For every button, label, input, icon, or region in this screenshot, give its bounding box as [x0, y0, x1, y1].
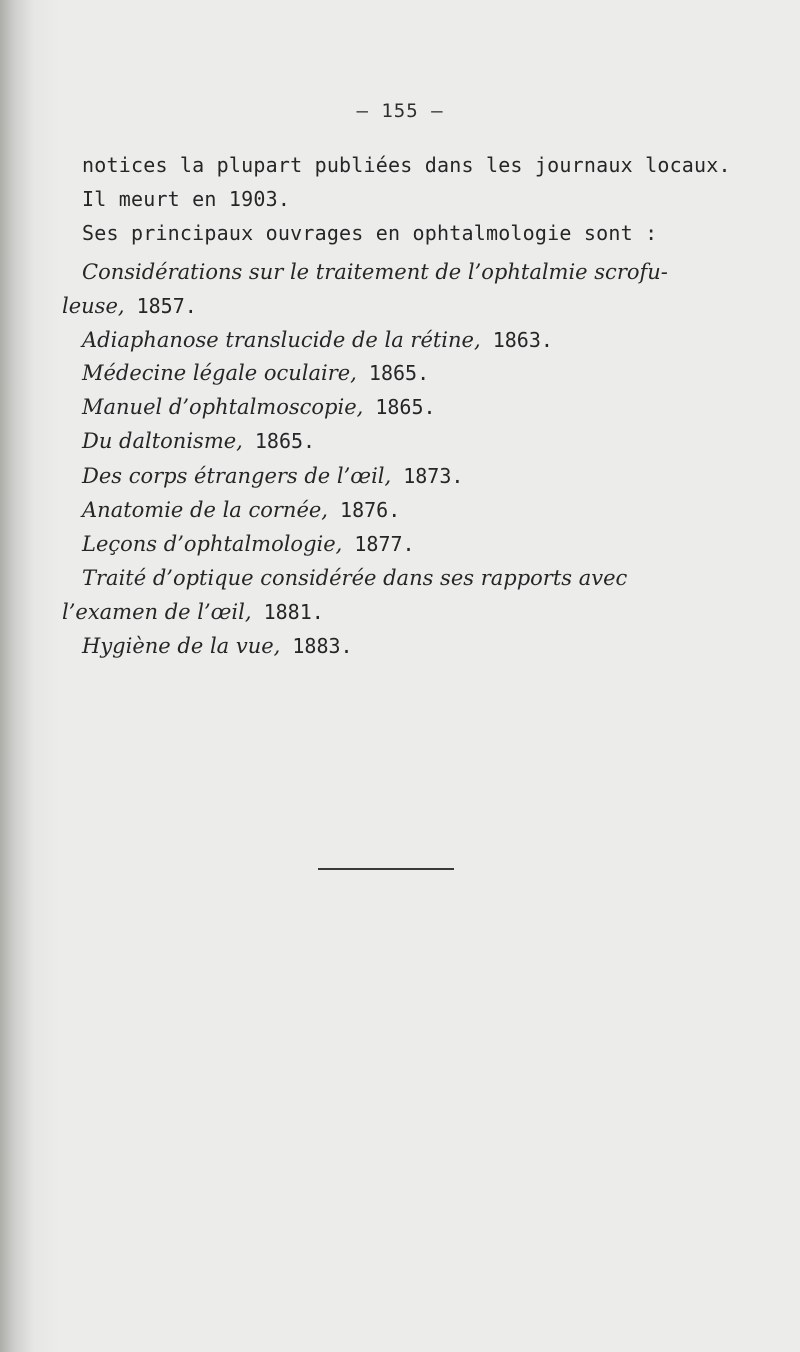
- work-entry: [82, 631, 353, 661]
- work-entry: [62, 291, 197, 321]
- work-entry: [82, 257, 668, 287]
- paragraph-line: Ses principaux ouvrages en ophtalmologie sont :: [82, 221, 658, 245]
- work-year: 1857.: [124, 294, 197, 318]
- paragraph-line: notices la plupart publiées dans les journaux locaux.: [82, 153, 731, 177]
- work-entry: [82, 461, 463, 491]
- work-title: Traité d’optique considérée dans ses rapports avec: [82, 566, 628, 590]
- work-title: Leçons d’ophtalmologie,: [82, 532, 343, 556]
- paragraph-line: Il meurt en 1903.: [82, 187, 291, 211]
- work-entry: [82, 426, 315, 456]
- work-title: Anatomie de la cornée,: [82, 498, 328, 522]
- work-entry: [82, 563, 627, 593]
- work-year: 1865.: [242, 429, 316, 453]
- work-title: Manuel d’ophtalmoscopie,: [82, 395, 364, 419]
- page-edge-shadow: [0, 0, 60, 1352]
- work-year: 1881.: [251, 600, 324, 624]
- work-year: 1883.: [280, 634, 353, 658]
- work-title: Hygiène de la vue,: [82, 634, 281, 658]
- work-title: Adiaphanose translucide de la rétine,: [82, 328, 481, 352]
- work-entry: [82, 325, 553, 355]
- work-year: 1865.: [363, 395, 436, 419]
- work-entry: [82, 392, 436, 422]
- work-title: leuse,: [62, 294, 125, 318]
- work-title: Médecine légale oculaire,: [82, 361, 357, 385]
- page-number: — 155 —: [356, 100, 444, 122]
- work-title: Des corps étrangers de l’œil,: [82, 464, 392, 488]
- work-year: 1873.: [391, 464, 464, 488]
- work-entry: [82, 358, 429, 388]
- work-year: 1863.: [480, 328, 553, 352]
- work-year: 1877.: [342, 532, 415, 556]
- work-title: Du daltonisme,: [82, 429, 243, 453]
- work-entry: [62, 597, 324, 627]
- work-title: l’examen de l’œil,: [62, 600, 252, 624]
- work-entry: [82, 495, 400, 525]
- work-year: 1865.: [356, 361, 430, 385]
- section-end-rule: [318, 868, 454, 870]
- work-entry: [82, 529, 415, 559]
- work-title: Considérations sur le traitement de l’ophtalmie scrofu-: [82, 260, 668, 284]
- work-year: 1876.: [327, 498, 401, 522]
